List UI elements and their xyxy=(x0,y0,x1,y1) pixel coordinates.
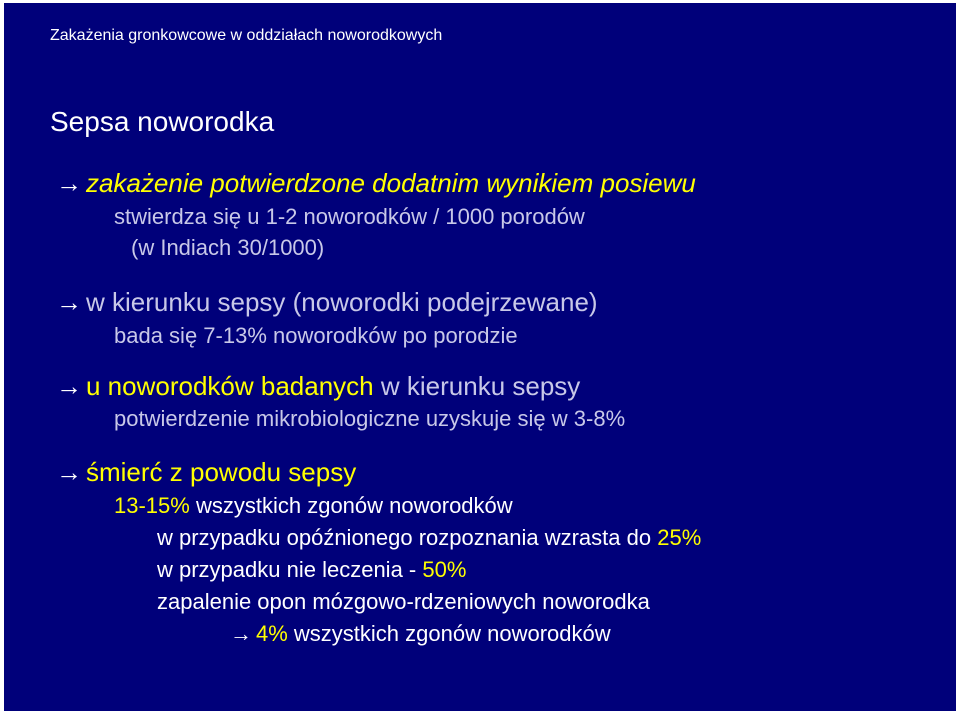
line-2-text: w przypadku opóźnionego rozpoznania wzrasta do xyxy=(157,525,652,550)
line-1-text: wszystkich zgonów noworodków xyxy=(195,493,513,518)
line-5-text: wszystkich zgonów noworodków xyxy=(293,621,611,646)
value-13-15: 13-15% xyxy=(114,493,190,518)
section-2-line-1: bada się 7-13% noworodków po porodzie xyxy=(114,323,518,348)
section-1-line-2: (w Indiach 30/1000) xyxy=(131,235,325,260)
section-1-line-1: stwierdza się u 1-2 noworodków / 1000 porodów xyxy=(114,204,585,229)
right-arrow-icon: → xyxy=(56,168,82,198)
line-3-text: w przypadku nie leczenia - xyxy=(157,557,417,582)
section-4-line-1 xyxy=(114,495,513,517)
section-4-line-4: zapalenie opon mózgowo-rdzeniowych noworodka xyxy=(157,589,650,614)
value-25: 25% xyxy=(657,525,702,550)
slide xyxy=(4,3,956,711)
section-4-line-2 xyxy=(157,527,701,549)
section-4-line-5 xyxy=(230,623,611,645)
slide-header: Zakażenia gronkowcowe w oddziałach noworodkowych xyxy=(50,27,443,44)
right-arrow-icon: → xyxy=(230,621,252,646)
value-4: 4% xyxy=(256,621,288,646)
section-4-heading xyxy=(56,459,356,485)
section-4-heading-text: śmierć z powodu sepsy xyxy=(86,457,357,487)
section-1-heading xyxy=(56,170,696,196)
slide-title: Sepsa noworodka xyxy=(50,106,275,137)
section-3-heading xyxy=(56,373,580,399)
right-arrow-icon: → xyxy=(56,287,82,317)
section-4-line-3 xyxy=(157,559,466,581)
section-2-heading-text: w kierunku sepsy (noworodki podejrzewane) xyxy=(86,287,598,317)
section-3-line-1: potwierdzenie mikrobiologiczne uzyskuje się w 3-8% xyxy=(114,406,626,431)
section-3-heading-highlight: u noworodków badanych xyxy=(86,371,374,401)
section-3-heading-rest: w kierunku sepsy xyxy=(380,371,581,401)
section-1-heading-text: zakażenie potwierdzone dodatnim wynikiem posiewu xyxy=(86,168,696,198)
right-arrow-icon: → xyxy=(56,457,82,487)
section-2-heading xyxy=(56,289,598,315)
value-50: 50% xyxy=(422,557,467,582)
right-arrow-icon: → xyxy=(56,371,82,401)
